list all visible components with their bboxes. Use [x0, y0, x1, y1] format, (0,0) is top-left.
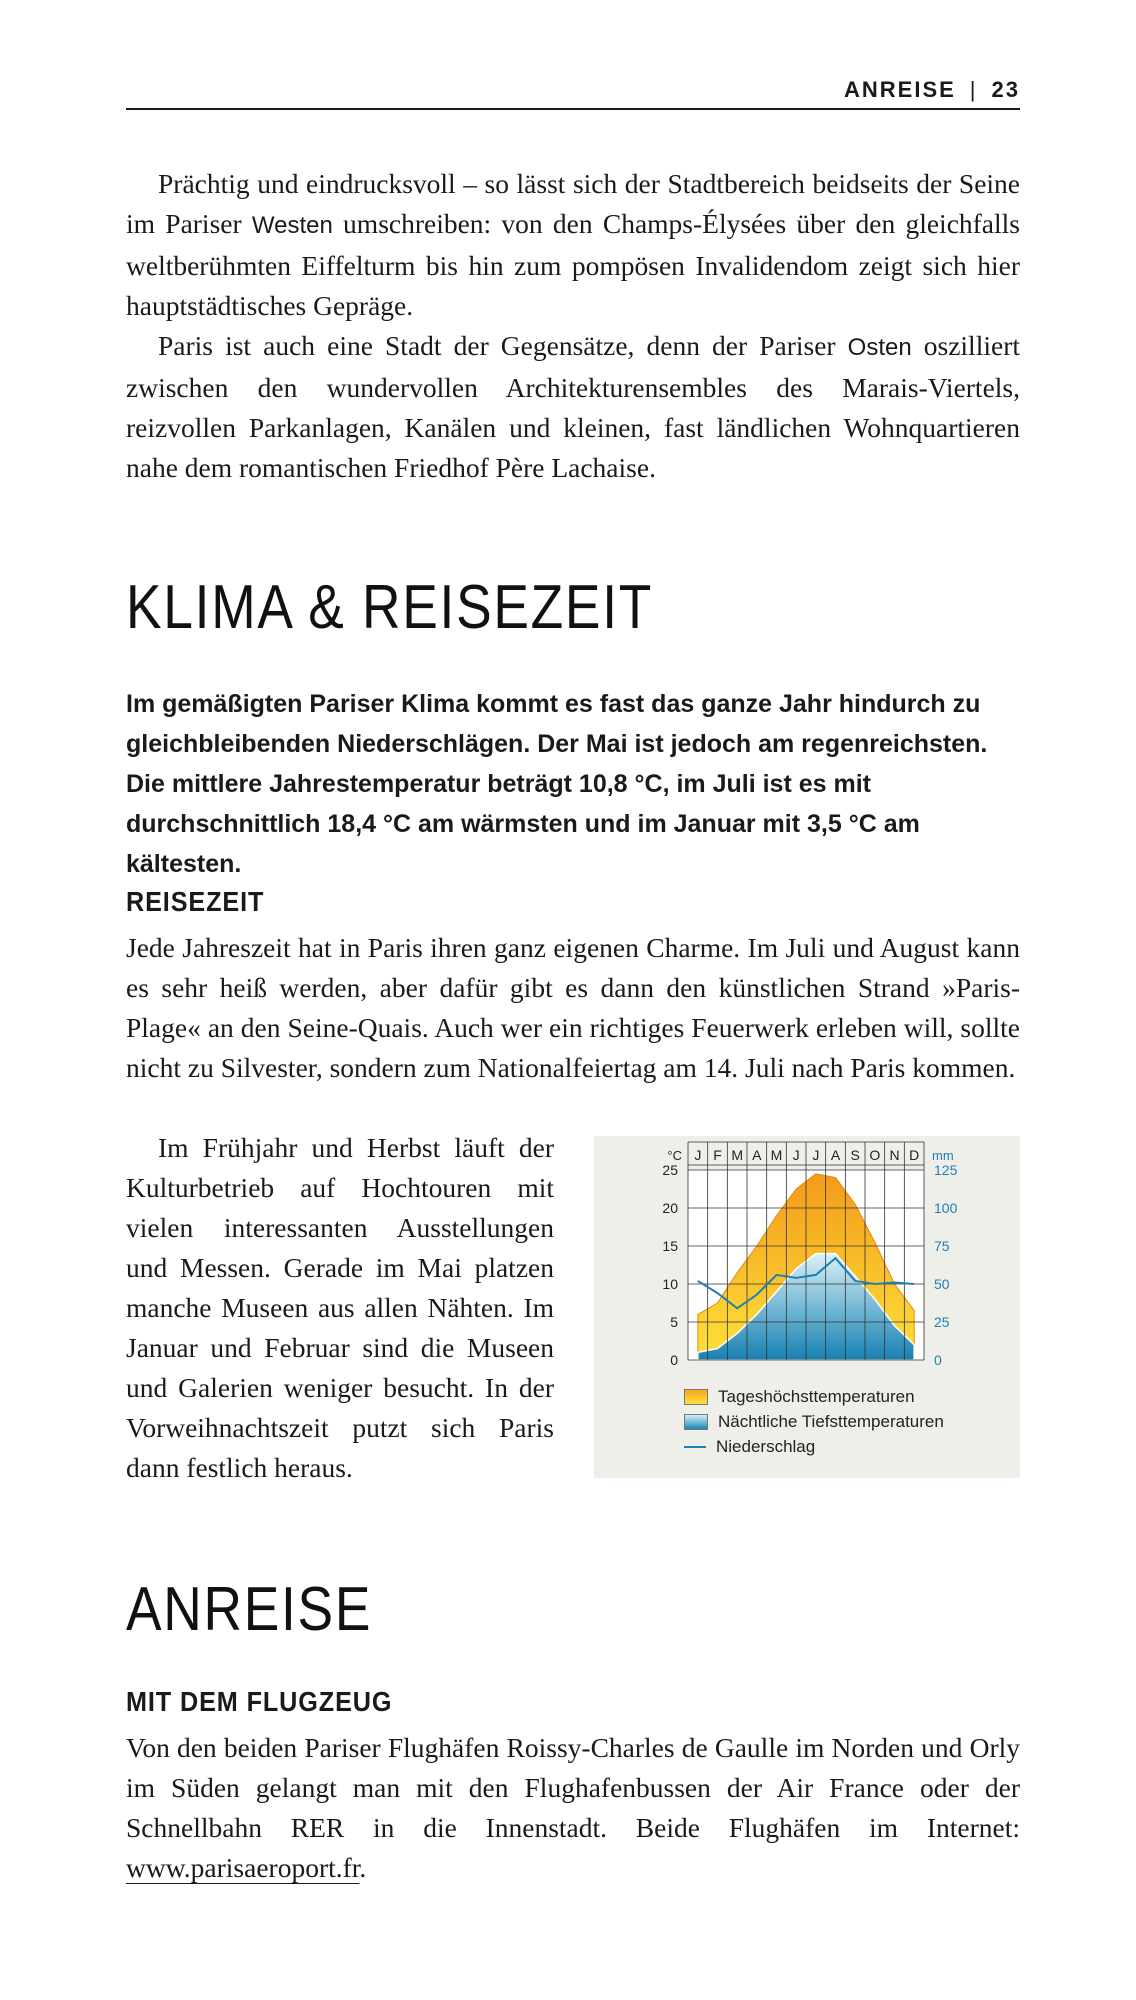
heading-anreise: ANREISE	[126, 1575, 373, 1644]
reisezeit-paragraph-2: Im Frühjahr und Herbst läuft der Kulturbetrieb auf Hochtouren mit vielen interessanten Ausstellungen und Messen. Gerade im Mai platzen manche Museen aus allen Nähten. Im Januar und Februar sind die Museen und Galerien weniger besucht. In der Vorweihnachtszeit putzt sich Paris dann festlich heraus.	[126, 1132, 554, 1483]
month-label: M	[731, 1147, 744, 1163]
month-label: J	[694, 1147, 702, 1163]
y-right-tick-label: 50	[934, 1276, 950, 1292]
unit-mm: mm	[932, 1148, 954, 1163]
intro-section	[126, 164, 1020, 488]
legend-label-high: Tageshöchsttemperaturen	[718, 1386, 915, 1406]
y-left-tick-label: 10	[662, 1276, 678, 1292]
month-label: D	[909, 1147, 920, 1163]
y-left-tick-label: 25	[662, 1162, 678, 1178]
y-left-tick-label: 5	[670, 1314, 678, 1330]
legend-item-precip	[684, 1434, 944, 1459]
intro-paragraph-2: Paris ist auch eine Stadt der Gegensätze, denn der Pariser Osten oszilliert zwischen den wundervollen Architekturensembles des Marais-Viertels, reizvollen Parkanlagen, Kanälen und kleinen, fast ländlichen Wohnquartieren nahe dem romantischen Friedhof Père Lachaise.	[126, 330, 1020, 483]
month-label: A	[830, 1147, 841, 1163]
reisezeit-paragraph-1: Jede Jahreszeit hat in Paris ihren ganz eigenen Charme. Im Juli und August kann es sehr heiß werden, aber dafür gibt es dann den künstlichen Strand »Paris-Plage« an den Seine-Quais. Auch wer ein richtiges Feuerwerk erleben will, sollte nicht zu Silvester, sondern zum Nationalfeiertag am 14. Juli nach Paris kommen.	[126, 932, 1020, 1083]
month-label: A	[752, 1147, 762, 1163]
keyword-osten: Osten	[847, 334, 912, 361]
anreise-paragraph: Von den beiden Pariser Flughäfen Roissy-Charles de Gaulle im Norden und Orly im Süden gelangt man mit den Flughafenbussen der Air France oder der Schnellbahn RER in die Innenstadt. Beide Flughäfen im Internet: www.parisaeroport.fr.	[126, 1732, 1020, 1883]
month-label: M	[770, 1147, 783, 1163]
legend-swatch-high	[684, 1389, 708, 1405]
running-header-section: ANREISE	[844, 77, 956, 102]
y-left-tick-label: 0	[670, 1352, 678, 1368]
month-label: O	[869, 1147, 881, 1163]
y-right-tick-label: 125	[934, 1162, 958, 1178]
heading-klima-reisezeit: KLIMA & REISEZEIT	[126, 573, 654, 642]
legend-label-precip: Niederschlag	[716, 1436, 816, 1456]
running-header-separator: |	[969, 77, 978, 102]
intro-paragraph-1: Prächtig und eindrucksvoll – so lässt sich der Stadtbereich beidseits der Seine im Pariser Westen umschreiben: von den Champs-Élysées über den gleichfalls weltberühmten Eiffelturm bis hin zum pompösen Invalidendom zeigt sich hier hauptstädtisches Gepräge.	[126, 168, 1020, 321]
legend-swatch-precip	[684, 1446, 706, 1448]
month-label: F	[713, 1147, 722, 1163]
chart-legend	[684, 1384, 944, 1459]
heading-reisezeit: REISEZEIT	[126, 886, 265, 917]
month-label: J	[812, 1147, 820, 1163]
page-number: 23	[991, 77, 1020, 102]
unit-celsius: °C	[667, 1148, 682, 1163]
month-label: S	[850, 1147, 860, 1163]
running-header	[844, 70, 1020, 110]
legend-item-low	[684, 1409, 944, 1434]
month-label: J	[792, 1147, 800, 1163]
y-right-tick-label: 75	[934, 1238, 950, 1254]
y-left-tick-label: 15	[662, 1238, 678, 1254]
y-right-tick-label: 100	[934, 1200, 958, 1216]
header-rule	[126, 108, 1020, 110]
y-left-tick-label: 20	[662, 1200, 678, 1216]
link-parisaeroport[interactable]: www.parisaeroport.fr	[126, 1852, 360, 1883]
month-label: N	[889, 1147, 900, 1163]
y-right-tick-label: 0	[934, 1352, 942, 1368]
legend-item-high	[684, 1384, 944, 1409]
klima-lead-paragraph: Im gemäßigten Pariser Klima kommt es fast das ganze Jahr hindurch zu gleichbleibenden Niederschlägen. Der Mai ist jedoch am regenreichsten. Die mittlere Jahrestemperatur beträgt 10,8 °C, im Juli ist es mit durchschnittlich 18,4 °C am wärmsten und im Januar mit 3,5 °C am kältesten.	[126, 690, 988, 878]
heading-mit-dem-flugzeug: MIT DEM FLUGZEUG	[126, 1686, 393, 1717]
legend-label-low: Nächtliche Tiefsttemperaturen	[718, 1411, 944, 1431]
y-right-tick-label: 25	[934, 1314, 950, 1330]
legend-swatch-low	[684, 1414, 708, 1430]
climate-chart	[594, 1136, 1020, 1478]
keyword-westen: Westen	[251, 212, 333, 239]
